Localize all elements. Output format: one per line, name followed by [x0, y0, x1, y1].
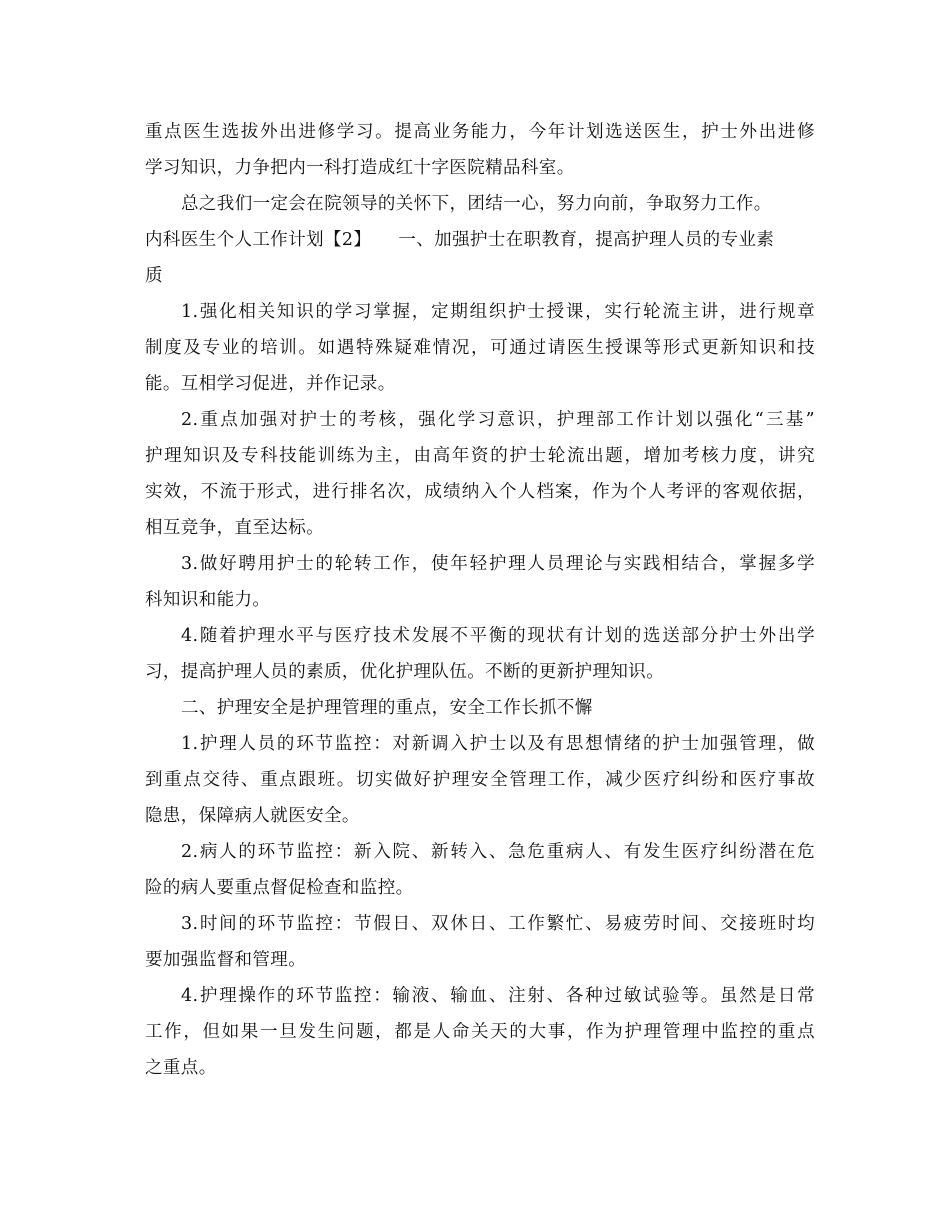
text-line: 4.随着护理水平与医疗技术发展不平衡的现状有计划的选送部分护士外出学 [181, 626, 815, 646]
text-line: 能。互相学习促进，并作记录。 [145, 374, 396, 394]
text-line: 1.护理人员的环节监控：对新调入护士以及有思想情绪的护士加强管理，做 [181, 734, 815, 754]
text-line: 3.时间的环节监控：节假日、双休日、工作繁忙、易疲劳时间、交接班时均 [181, 914, 815, 934]
text-line: 护理知识及专科技能训练为主，由高年资的护士轮流出题，增加考核力度，讲究 [145, 446, 815, 466]
text-line: 实效，不流于形式，进行排名次，成绩纳入个人档案，作为个人考评的客观依据， [145, 482, 815, 502]
text-line: 2.重点加强对护士的考核，强化学习意识，护理部工作计划以强化“三基” [181, 410, 815, 430]
text-line: 之重点。 [145, 1058, 217, 1078]
text-line: 工作，但如果一旦发生问题，都是人命关天的大事，作为护理管理中监控的重点 [145, 1022, 815, 1042]
text-line: 要加强监督和管理。 [145, 950, 307, 970]
section-heading-line: 二、护理安全是护理管理的重点，安全工作长抓不懈 [181, 698, 593, 718]
text-line: 学习知识，力争把内一科打造成红十字医院精品科室。 [145, 158, 575, 178]
text-line: 2.病人的环节监控：新入院、新转入、急危重病人、有发生医疗纠纷潜在危 [181, 842, 815, 862]
text-line: 相互竞争，直至达标。 [145, 518, 324, 538]
text-line: 习，提高护理人员的素质，优化护理队伍。不断的更新护理知识。 [145, 662, 665, 682]
text-line: 重点医生选拔外出进修学习。提高业务能力，今年计划选送医生，护士外出进修 [145, 122, 815, 142]
text-line: 4.护理操作的环节监控：输液、输血、注射、各种过敏试验等。虽然是日常 [181, 986, 815, 1006]
text-line: 制度及专业的培训。如遇特殊疑难情况，可通过请医生授课等形式更新知识和技 [145, 338, 815, 358]
text-line: 科知识和能力。 [145, 590, 271, 610]
text-line: 隐患，保障病人就医安全。 [145, 806, 360, 826]
text-line: 1.强化相关知识的学习掌握，定期组织护士授课，实行轮流主讲，进行规章 [181, 302, 815, 322]
text-line: 险的病人要重点督促检查和监控。 [145, 878, 414, 898]
text-line: 到重点交待、重点跟班。切实做好护理安全管理工作，减少医疗纠纷和医疗事故 [145, 770, 815, 790]
text-line: 3.做好聘用护士的轮转工作，使年轻护理人员理论与实践相结合，掌握多学 [181, 554, 815, 574]
text-line: 总之我们一定会在院领导的关怀下，团结一心，努力向前，争取努力工作。 [181, 194, 772, 214]
section-heading-line: 内科医生个人工作计划【2】 一、加强护士在职教育，提高护理人员的专业素 [145, 230, 775, 250]
text-line: 质 [145, 266, 163, 286]
document-body [145, 114, 815, 1086]
